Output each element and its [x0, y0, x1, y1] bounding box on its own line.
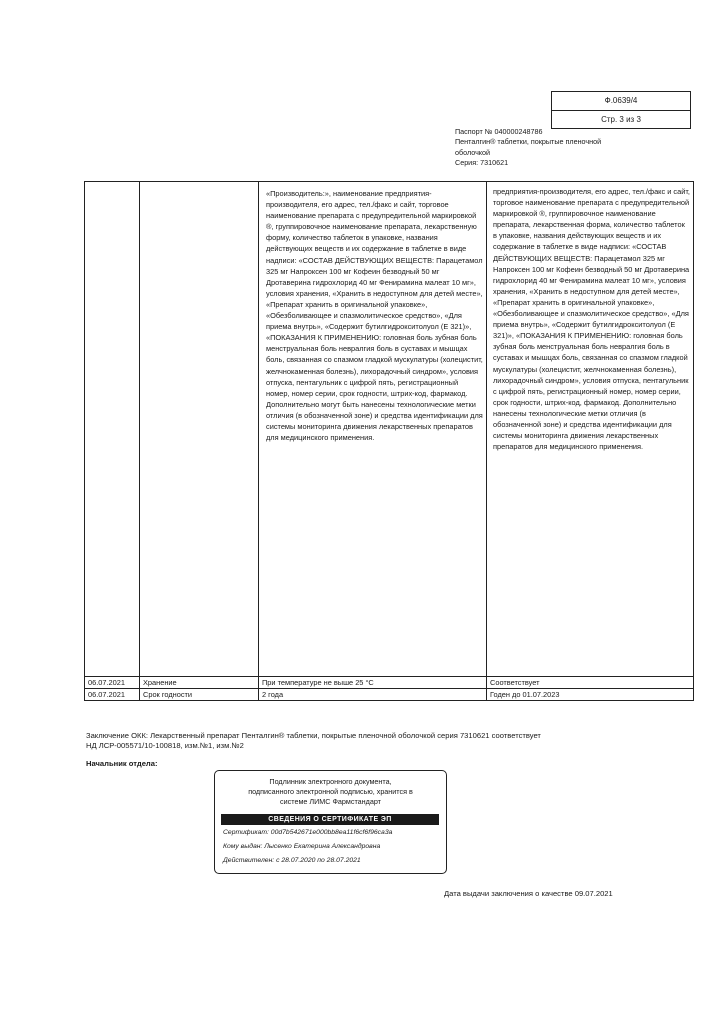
date-cell	[85, 182, 140, 677]
result-cell: Годен до 01.07.2023	[487, 689, 694, 701]
indicator-cell: Хранение	[140, 677, 259, 689]
result-text: предприятия-производителя, его адрес, тел./факс и сайт, торговое наименование препарата с предупредительной маркировкой ®, группировочное наименование препарата, лекарственная форма, количество таблеток в упаковке, названия действующих веществ и их содержание в таблетке в виде надписи: «СОСТАВ ДЕЙСТВУЮЩИХ ВЕЩЕСТВ: Парацетамол 325 мг Напроксен 100 мг Кофеин безводный 50 мг Дротаверина гидрохлорид 40 мг Фенирамина малеат 10 мг», условия хранения, «Хранить в недоступном для детей месте», «Препарат хранить в оригинальной упаковке», «Обезболивающее и спазмолитическое средство», «Для приема внутрь», «Содержит бутилгидрокситолуол (Е 321)», «ПОКАЗАНИЯ К ПРИМЕНЕНИЮ: головная боль зубная боль менструальная боль невралгия боль в суставах и мышцах боль, связанная со спазмом гладкой мускулатуры (холецистит, желчнокаменная болезнь), лихорадочный синдром», условия отпуска, пентагульник с цифрой пять, регистрационный номер, номер серии, срок годности, штрих-код, фармакод. Дополнительно нанесены технологические метки отличия (в обозначенной зоне) и средства идентификации для системы мониторинга движения лекарственных препаратов для медицинского применения.	[493, 187, 690, 452]
certificate-validity: Действителен: с 28.07.2020 по 28.07.2021	[223, 857, 361, 864]
requirement-text: «Производитель:», наименование предприятия-производителя, его адрес, тел./факс и сайт, торговое наименование препарата с предупредительной маркировкой ®, группировочное наименование препарата, лекарственную форму, количество таблеток в упаковке, названия действующих веществ и их содержание в таблетке в виде надписи: «СОСТАВ ДЕЙСТВУЮЩИХ ВЕЩЕСТВ: Парацетамол 325 мг Напроксен 100 мг Кофеин безводный 50 мг Дротаверина гидрохлорид 40 мг Фенирамина малеат 10 мг», условия хранения, «Хранить в недоступном для детей месте», «Препарат хранить в оригинальной упаковке», «Обезболивающее и спазмолитическое средство», «Для приема внутрь», «Содержит бутилгидрокситолуол (Е 321)», «ПОКАЗАНИЯ К ПРИМЕНЕНИЮ: головная боль зубная боль менструальная боль невралгия боль в суставах и мышцах боль, связанная со спазмом гладкой мускулатуры (холецистит, желчнокаменная болезнь), лихорадочный синдром», условия отпуска, пентагульник с цифрой пять, регистрационный номер, номер серии, срок годности, штрих-код, фармакод. Дополнительно могут быть нанесены технологические метки отличия (в обозначенной зоне) и средства идентификации для системы мониторинга движения лекарственных препаратов для медицинского применения.	[266, 189, 483, 443]
product-name: Пенталгин® таблетки, покрытые пленочной	[455, 137, 602, 147]
qc-conclusion	[86, 731, 626, 751]
result-cell	[487, 182, 694, 677]
e-signature-stamp	[214, 770, 447, 874]
date-cell: 06.07.2021	[85, 677, 140, 689]
stamp-notice-line-2: подписанного электронной подписью, хранится в	[248, 787, 413, 796]
result-cell: Соответствует	[487, 677, 694, 689]
requirement-cell: При температуре не выше 25 °С	[259, 677, 487, 689]
indicator-cell: Срок годности	[140, 689, 259, 701]
table-row	[85, 689, 694, 701]
date-cell: 06.07.2021	[85, 689, 140, 701]
stamp-notice-line-1: Подлинник электронного документа,	[269, 777, 392, 786]
certificate-owner: Кому выдан: Лысенко Екатерина Александровна	[223, 843, 381, 850]
table-row	[85, 677, 694, 689]
stamp-notice-line-3: системе ЛИМС Фармстандарт	[280, 797, 381, 806]
table-row	[85, 182, 694, 677]
certificate-info-bar: СВЕДЕНИЯ О СЕРТИФИКАТЕ ЭП	[221, 814, 439, 825]
conclusion-line-1: Заключение ОКК: Лекарственный препарат Пенталгин® таблетки, покрытые пленочной оболочкой серия 7310621 соответствует	[86, 731, 541, 740]
requirement-cell	[259, 182, 487, 677]
requirement-cell: 2 года	[259, 689, 487, 701]
product-name-cont: оболочкой	[455, 147, 491, 157]
head-of-department-label: Начальник отдела:	[86, 759, 158, 768]
test-results-table	[84, 181, 694, 701]
certificate-serial: Сертификат: 00d7b542671e000bb8ea11f6cf6f96ca3a	[223, 829, 393, 836]
page-number: Стр. 3 из 3	[601, 115, 641, 124]
batch-number: Серия: 7310621	[455, 157, 509, 167]
indicator-cell	[140, 182, 259, 677]
conclusion-line-2: НД ЛСР-005571/10-100818, изм.№1, изм.№2	[86, 741, 244, 751]
form-code-box	[551, 91, 691, 129]
form-code: Ф.0639/4	[552, 92, 690, 111]
stamp-notice	[215, 777, 446, 807]
passport-number: Паспорт № 040000248786	[455, 127, 543, 136]
passport-header	[455, 127, 655, 168]
issue-date: Дата выдачи заключения о качестве 09.07.2021	[444, 889, 613, 898]
